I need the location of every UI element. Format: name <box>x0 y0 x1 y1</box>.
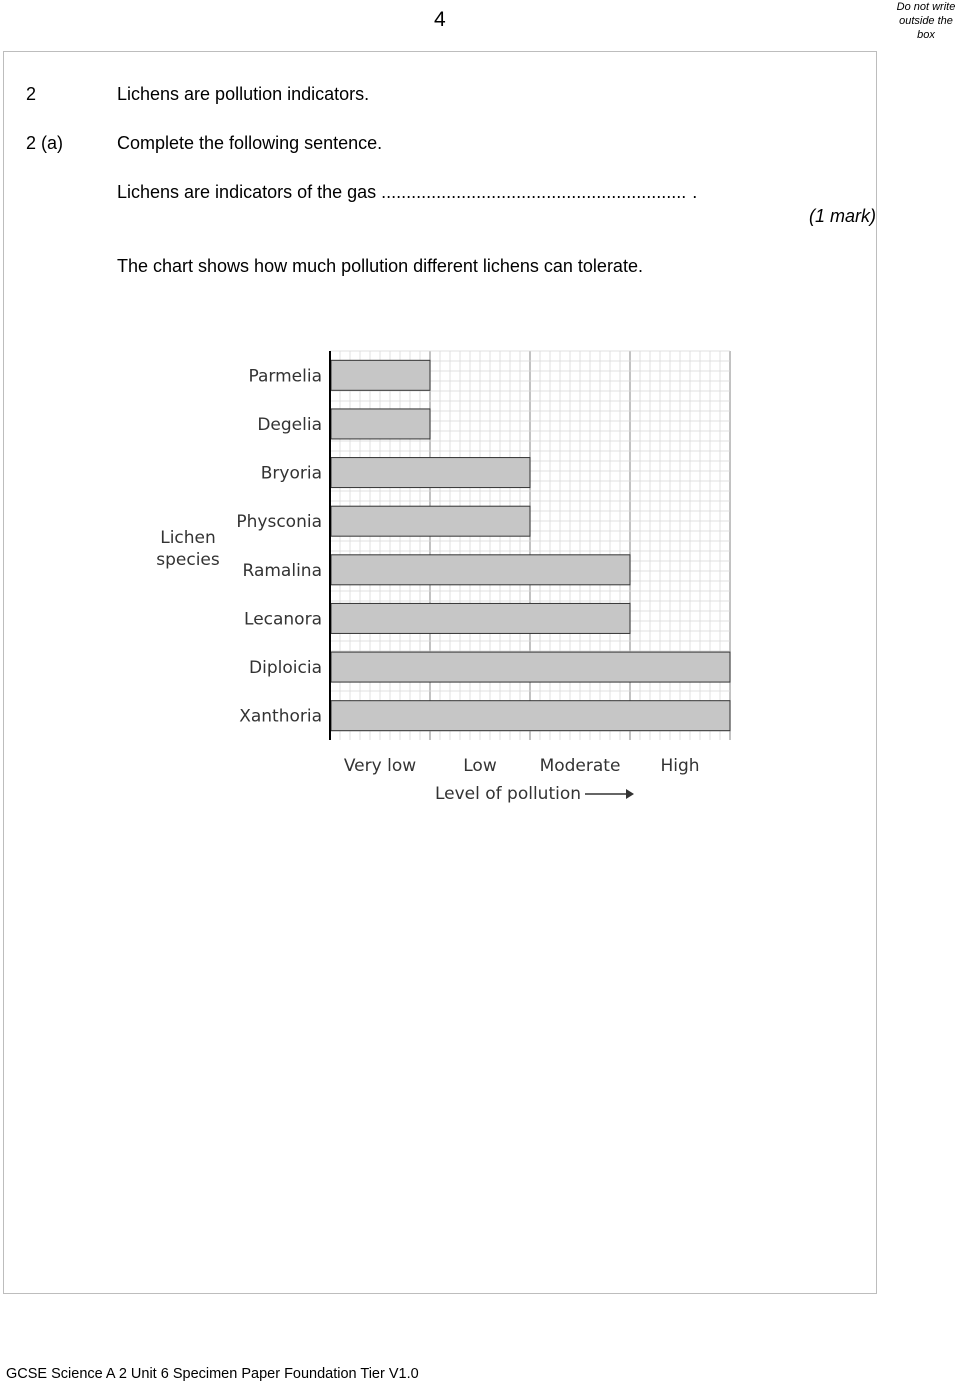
category-label-bryoria: Bryoria <box>260 463 322 484</box>
chart-intro: The chart shows how much pollution different lichens can tolerate. <box>117 256 643 276</box>
y-axis-label-line-1: Lichen <box>160 528 216 548</box>
bar-lecanora <box>331 603 630 633</box>
x-tick-label: Low <box>463 756 497 776</box>
x-tick-label: Moderate <box>539 756 621 776</box>
category-label-parmelia: Parmelia <box>248 366 322 387</box>
bar-xanthoria <box>331 701 730 731</box>
category-label-degelia: Degelia <box>257 414 322 435</box>
margin-note-line-3: box <box>917 29 935 41</box>
question-number: 2 <box>26 84 37 104</box>
margin-note-line-2: outside the <box>899 15 953 27</box>
question-part-instruction: Complete the following sentence. <box>117 133 383 153</box>
sentence-end: . <box>692 182 698 202</box>
category-labels <box>236 366 322 726</box>
x-tick-label: Very low <box>343 756 417 776</box>
bar-diploicia <box>331 652 730 682</box>
sentence-text: Lichens are indicators of the gas ............................................................. <box>117 182 687 202</box>
category-label-ramalina: Ramalina <box>242 560 322 581</box>
category-label-xanthoria: Xanthoria <box>239 706 322 727</box>
footer: GCSE Science A 2 Unit 6 Specimen Paper Foundation Tier V1.0 <box>6 1366 419 1382</box>
mark-allocation: (1 mark) <box>809 206 876 226</box>
answer-sentence <box>117 182 697 203</box>
page-number: 4 <box>434 8 446 31</box>
category-label-physconia: Physconia <box>236 512 322 533</box>
category-label-lecanora: Lecanora <box>244 609 322 630</box>
bar-parmelia <box>331 360 430 390</box>
lichen-pollution-chart <box>150 345 740 815</box>
question-part-label: 2 (a) <box>26 133 64 153</box>
x-tick-label: High <box>660 756 700 776</box>
y-axis-label-line-2: species <box>156 550 220 570</box>
bar-degelia <box>331 409 430 439</box>
bar-physconia <box>331 506 530 536</box>
bar-ramalina <box>331 555 630 585</box>
margin-note-line-1: Do not write <box>896 1 956 13</box>
x-tick-labels <box>344 756 700 776</box>
bar-bryoria <box>331 458 530 488</box>
category-label-diploicia: Diploicia <box>249 658 322 679</box>
x-axis-arrow-icon <box>626 789 634 799</box>
question-stem: Lichens are pollution indicators. <box>117 84 370 104</box>
x-axis-label: Level of pollution <box>434 784 582 804</box>
margin-note <box>895 0 957 42</box>
